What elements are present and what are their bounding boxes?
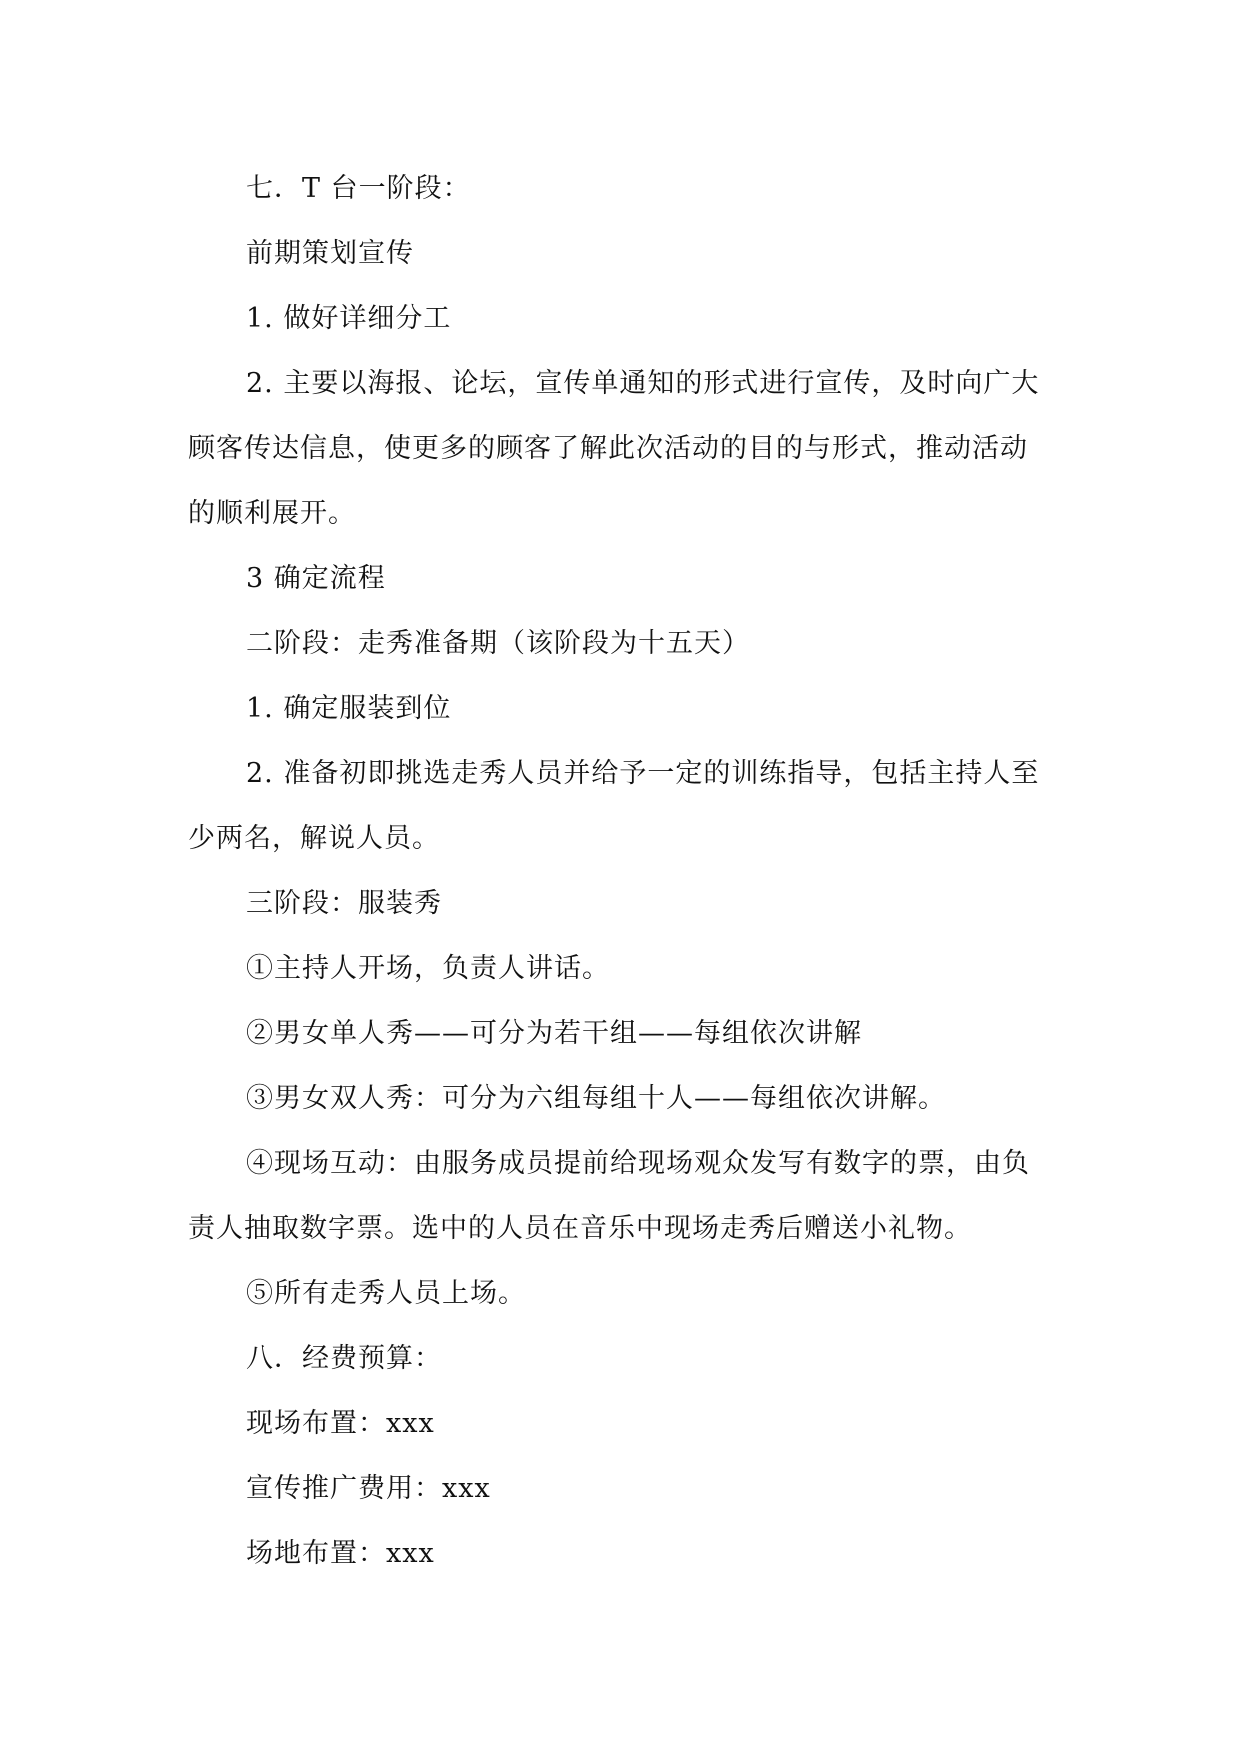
list-item: ①主持人开场，负责人讲话。 [246,953,610,984]
budget-line: 宣传推广费用：xxx [246,1473,491,1504]
budget-line: 现场布置：xxx [246,1408,435,1439]
list-item: 3 确定流程 [246,563,386,594]
document-body [188,156,1054,1586]
list-item: ③男女双人秀：可分为六组每组十人——每组依次讲解。 [246,1083,946,1114]
subheading-stage-two: 二阶段：走秀准备期（该阶段为十五天） [246,628,750,659]
list-item: 1. 做好详细分工 [246,303,452,334]
section-heading-eight: 八．经费预算： [246,1343,442,1374]
budget-line: 场地布置：xxx [246,1538,435,1569]
list-item: ②男女单人秀——可分为若干组——每组依次讲解 [246,1018,862,1049]
subheading-stage-three: 三阶段：服装秀 [246,888,442,919]
list-item: 2. 准备初即挑选走秀人员并给予一定的训练指导，包括主持人至少两名，解说人员。 [188,758,1040,854]
section-heading-seven: 七．T 台一阶段： [246,173,471,204]
list-item: ④现场互动：由服务成员提前给现场观众发写有数字的票，由负责人抽取数字票。选中的人员在音乐中现场走秀后赠送小礼物。 [188,1148,1030,1244]
list-item: ⑤所有走秀人员上场。 [246,1278,526,1309]
list-item: 2. 主要以海报、论坛，宣传单通知的形式进行宣传，及时向广大顾客传达信息，使更多的顾客了解此次活动的目的与形式，推动活动的顺利展开。 [188,368,1040,529]
list-item: 1. 确定服装到位 [246,693,452,724]
subheading-early-planning: 前期策划宣传 [246,238,414,269]
